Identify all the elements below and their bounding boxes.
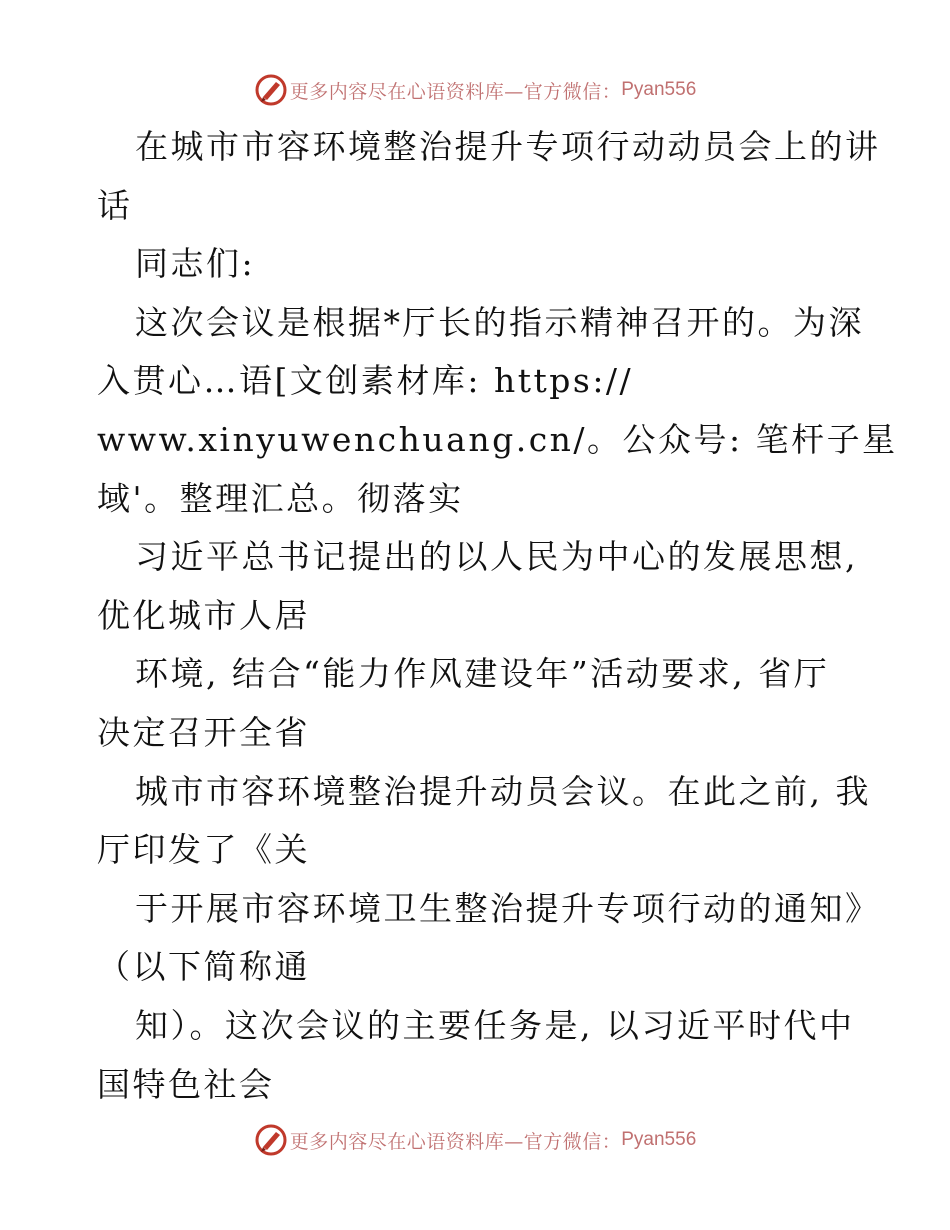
document-line: 同志们:	[135, 244, 256, 284]
document-line: 环境, 结合“能力作风建设年”活动要求, 省厅	[135, 654, 830, 694]
footer-brand-text: 更多内容尽在心语资料库—官方微信：	[289, 1130, 622, 1153]
document-line: 这次会议是根据*厅长的指示精神召开的。为深	[135, 302, 864, 342]
document-line: 习近平总书记提出的以人民为中心的发展思想,	[135, 537, 858, 577]
footer-wechat-id: Pyan556	[621, 1129, 697, 1150]
document-line: 在城市市容环境整治提升专项行动动员会上的讲	[135, 127, 881, 166]
document-line: 入贯心…语[文创素材库: https://	[97, 361, 634, 401]
red-pen-logo-icon	[254, 73, 288, 107]
red-pen-logo-icon	[254, 1123, 288, 1157]
document-line: 国特色社会	[97, 1064, 275, 1104]
header-brand-text: 更多内容尽在心语资料库—官方微信：	[289, 80, 622, 103]
document-line: 优化城市人居	[97, 595, 310, 635]
document-line: 话	[97, 185, 133, 225]
document-line: 决定召开全省	[97, 712, 310, 752]
page-header	[0, 70, 950, 110]
document-line: www.xinyuwenchuang.cn/。公众号: 笔杆子星	[97, 419, 898, 459]
document-line: 厅印发了《关	[97, 830, 310, 870]
document-line: 知）。这次会议的主要任务是, 以习近平时代中	[135, 1005, 855, 1045]
document-line: 域'。整理汇总。彻落实	[97, 478, 464, 518]
document-line: 城市市容环境整治提升动员会议。在此之前, 我	[135, 771, 871, 811]
document-body	[97, 118, 898, 1114]
document-line: 于开展市容环境卫生整治提升专项行动的通知》	[135, 888, 881, 928]
page-footer	[0, 1120, 950, 1160]
document-line: （以下简称通	[97, 947, 310, 987]
header-wechat-id: Pyan556	[621, 79, 697, 100]
